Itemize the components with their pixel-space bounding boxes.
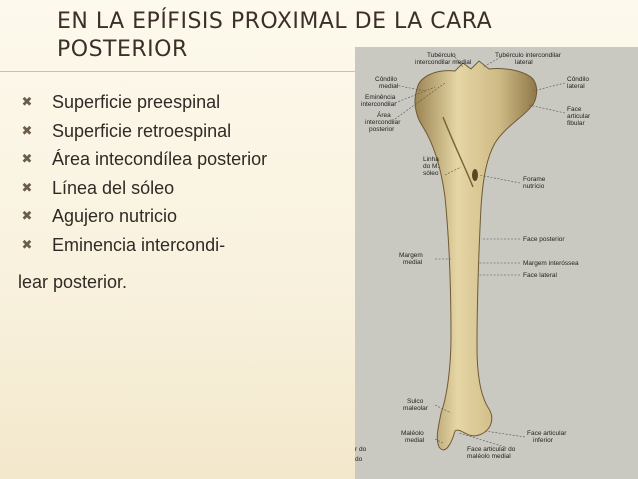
label-tub-intercond-medial: Tubérculo intercondilar medial	[415, 52, 472, 66]
label-forame-nutricio: Forame nutrício	[523, 176, 546, 190]
label-edge-fragment: r do do	[355, 446, 367, 463]
label-condilo-medial: Côndilo medial	[375, 76, 399, 90]
slide-title-line-2: POSTERIOR	[57, 37, 188, 62]
bullet-list	[18, 88, 348, 259]
x-mark-icon: ✖	[21, 94, 33, 109]
label-face-articular-fibular: Face articular fibular	[567, 106, 591, 127]
label-area-intercond: Área intercondilar posterior	[365, 112, 401, 133]
bullet-continuation: lear posterior.	[18, 272, 128, 292]
label-condilo-lateral: Côndilo lateral	[567, 76, 590, 90]
bullet-item	[18, 174, 348, 203]
bullet-item	[18, 145, 348, 174]
bullet-item	[18, 88, 348, 117]
title-underline	[0, 71, 360, 72]
label-tub-intercond-lateral: Tubérculo intercondilar lateral	[495, 52, 561, 66]
tibia-bone	[415, 61, 537, 450]
x-mark-icon: ✖	[21, 179, 33, 195]
label-eminencia: Eminência intercondilar	[361, 94, 397, 108]
x-mark-icon: ✖	[21, 122, 33, 138]
label-margem-medial: Margem medial	[399, 252, 423, 266]
bullet-item	[18, 117, 348, 146]
label-face-articular-maleolo: Face articular do maléolo medial	[467, 446, 516, 460]
bullet-text: Línea del sóleo	[52, 177, 175, 198]
x-mark-icon: ✖	[21, 208, 33, 223]
label-face-articular-inferior: Face articular inferior	[527, 430, 567, 444]
label-face-lateral: Face lateral	[523, 272, 557, 279]
x-mark-icon: ✖	[21, 236, 33, 252]
label-linha-soleo: Linha do M. sóleo	[423, 156, 440, 177]
tibia-svg	[355, 47, 638, 479]
bullet-item	[18, 202, 348, 231]
bullet-text: Agujero nutricio	[52, 206, 178, 226]
label-face-posterior: Face posterior	[523, 236, 565, 243]
label-margem-interossea: Margem interóssea	[523, 260, 579, 267]
bullet-item	[18, 231, 348, 260]
bullet-text: Eminencia intercondi-	[52, 234, 226, 255]
slide-title-line-1: EN LA EPÍFISIS PROXIMAL DE LA CARA	[57, 9, 493, 34]
bullet-text: Superficie preespinal	[52, 92, 221, 112]
tibia-illustration	[355, 47, 638, 479]
bullet-text: Área intecondílea posterior	[52, 149, 268, 169]
label-maleolo-medial: Maléolo medial	[401, 430, 425, 444]
bullet-text: Superficie retroespinal	[52, 120, 232, 141]
nutrient-foramen	[472, 169, 478, 181]
label-sulco-maleolar: Sulco maleolar	[403, 398, 428, 412]
x-mark-icon: ✖	[21, 151, 33, 166]
